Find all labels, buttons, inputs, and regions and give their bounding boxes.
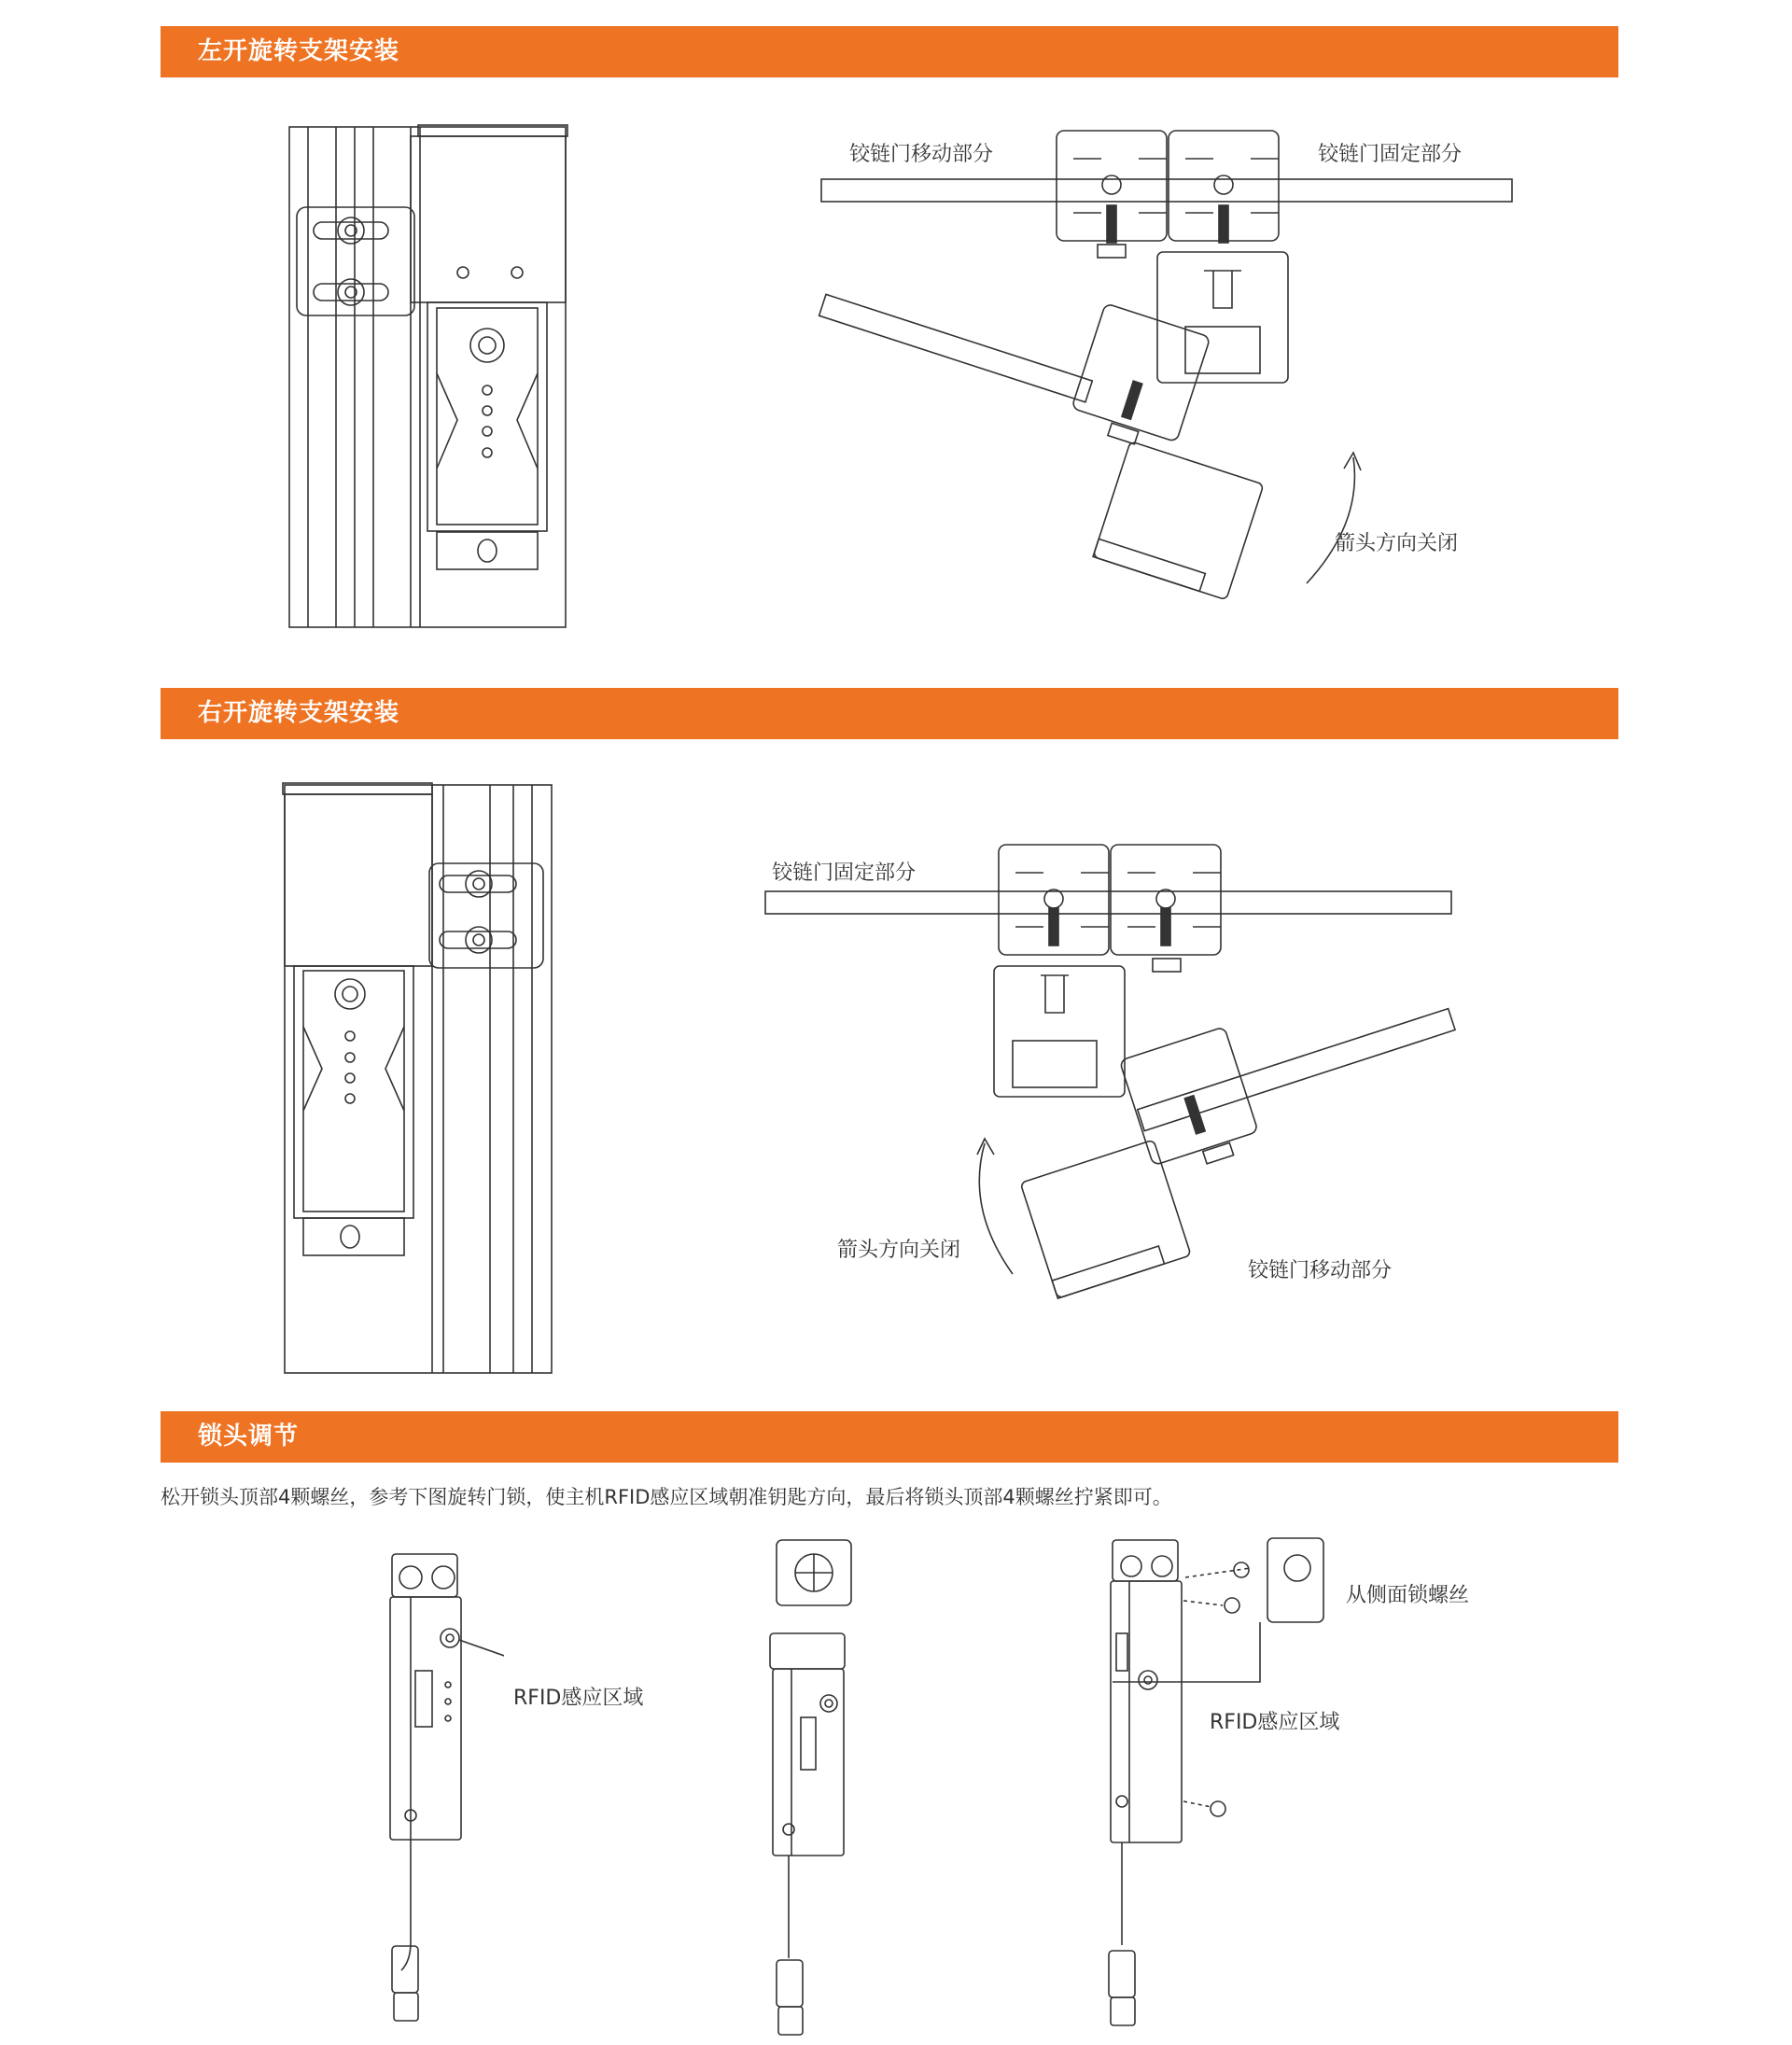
right-close-direction-label: 箭头方向关闭 <box>837 1239 961 1262</box>
section-title: 左开旋转支架安装 <box>198 37 400 65</box>
rfid-area-label-2: RFID感应区域 <box>1210 1711 1340 1734</box>
right-moving-part-label: 铰链门移动部分 <box>1248 1259 1393 1282</box>
right-install-front-view <box>275 779 574 1377</box>
left-close-direction-label: 箭头方向关闭 <box>1335 532 1459 555</box>
left-install-front-view <box>280 121 579 635</box>
lock-adjust-instruction: 松开锁头顶部4颗螺丝，参考下图旋转门锁，使主机RFID感应区域朝准钥匙方向，最后将锁头顶部4颗螺丝拧紧即可。 <box>161 1486 1172 1508</box>
section-header-lock-adjust <box>161 1411 1618 1463</box>
left-moving-part-label: 铰链门移动部分 <box>849 143 994 166</box>
right-fixed-part-label: 铰链门固定部分 <box>772 861 917 885</box>
left-fixed-part-label: 铰链门固定部分 <box>1318 143 1463 166</box>
lock-diagram-3 <box>1101 1531 1325 2035</box>
section-title: 右开旋转支架安装 <box>198 699 400 727</box>
side-screw-label: 从侧面锁螺丝 <box>1346 1584 1470 1607</box>
section-header-left-install <box>161 26 1618 77</box>
lock-diagram-1 <box>373 1535 504 2039</box>
section-header-right-install <box>161 688 1618 739</box>
lock-diagram-2 <box>747 1531 877 2044</box>
section-title: 锁头调节 <box>198 1422 300 1450</box>
rfid-area-label-1: RFID感应区域 <box>513 1687 644 1710</box>
